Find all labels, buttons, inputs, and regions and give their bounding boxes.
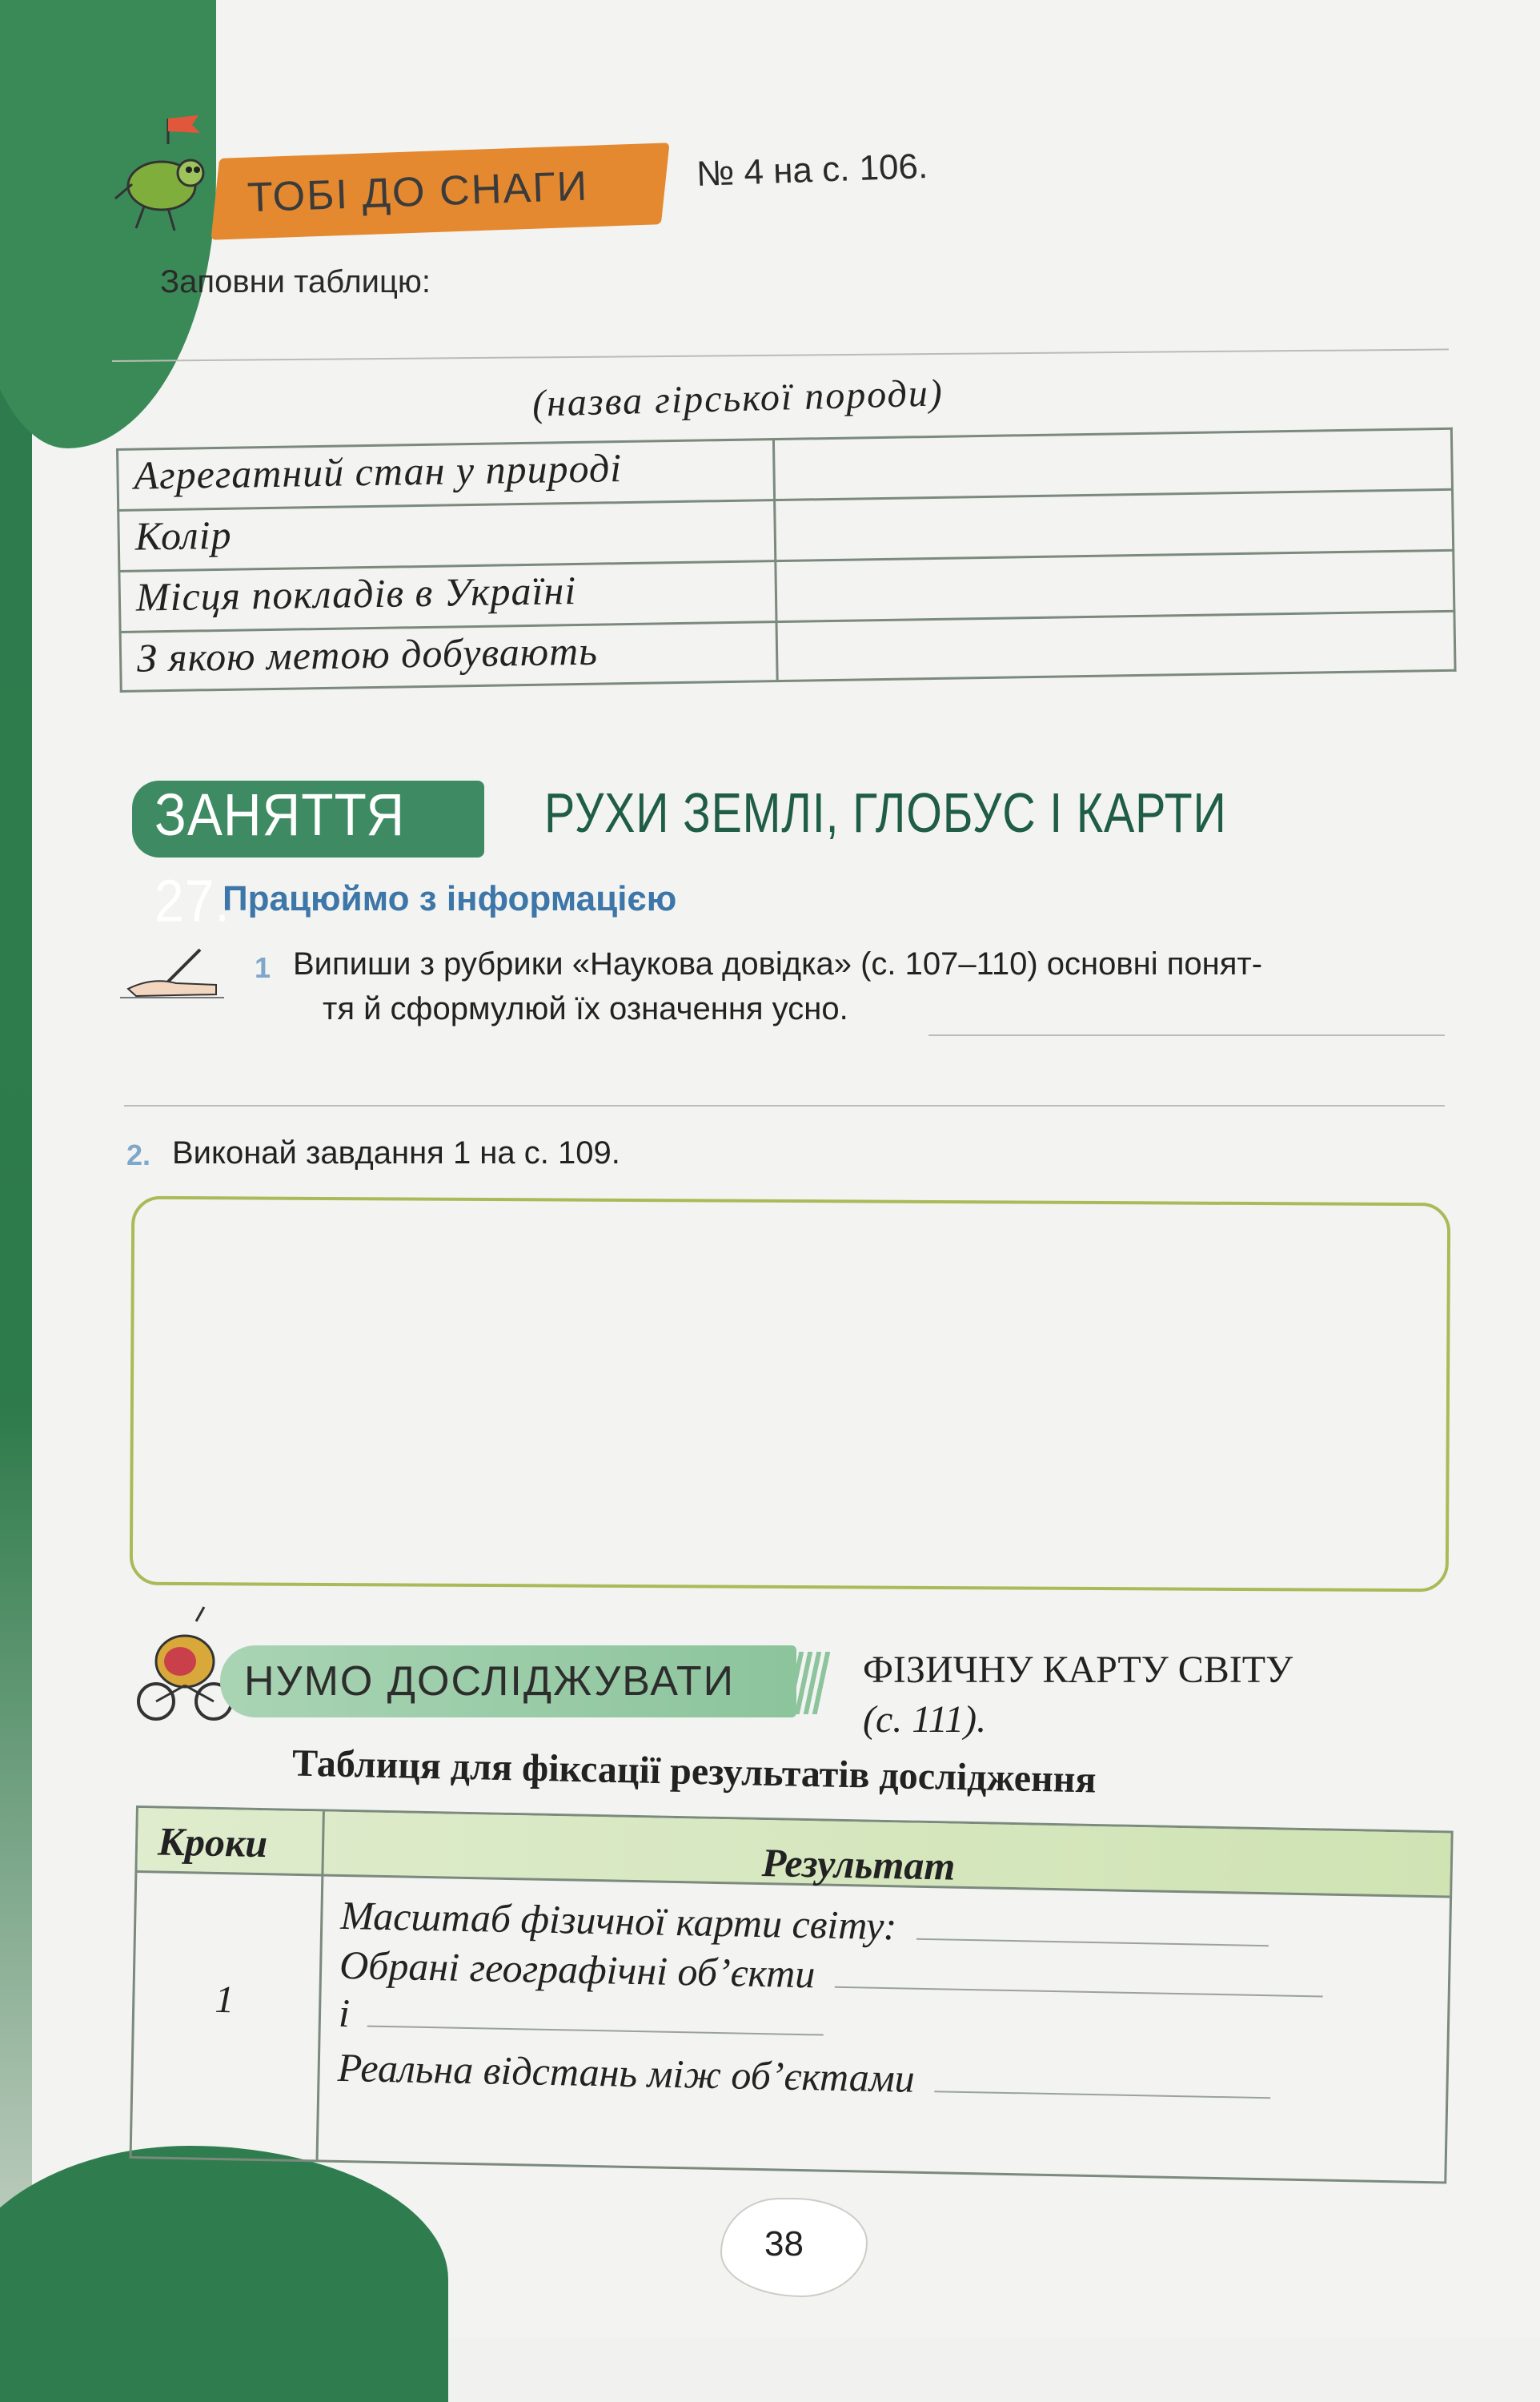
row-label: Місця покладів в Україні <box>135 567 577 620</box>
research-subject-line: ФІЗИЧНУ КАРТУ СВІТУ <box>863 1649 1293 1691</box>
result-line: Обрані географічні об’єкти <box>339 1942 816 1997</box>
answer-line[interactable] <box>934 2089 1270 2099</box>
task-reference: № 4 на с. 106. <box>696 146 928 195</box>
answer-line[interactable] <box>367 2024 824 2036</box>
row-label: Колір <box>134 512 232 559</box>
page-number: 38 <box>764 2224 804 2263</box>
table-caption: (назва гірської породи) <box>531 372 944 425</box>
result-line: і <box>338 1990 351 2036</box>
step-number: 1 <box>214 1978 235 2022</box>
task-text: тя й сформулюй їх означення усно. <box>323 991 848 1026</box>
result-cell <box>337 1892 1430 2115</box>
result-line: Масштаб фізичної карти світу: <box>339 1892 897 1949</box>
lesson-title: РУХИ ЗЕМЛІ, ГЛОБУС І КАРТИ <box>544 781 1227 844</box>
task-text: Випиши з рубрики «Наукова довідка» (с. 107–110) основні понят- <box>293 946 1263 982</box>
lesson-badge-label: ЗАНЯТТЯ 27. <box>154 781 406 934</box>
answer-line[interactable] <box>834 1985 1322 1998</box>
research-subject <box>863 1645 1293 1745</box>
col-header-result: Результат <box>761 1840 956 1889</box>
instruction-text: Заповни таблицю: <box>160 264 431 299</box>
task-number: 1 <box>255 951 271 984</box>
research-subject-line: (с. 111). <box>863 1698 987 1741</box>
rock-properties-table <box>116 428 1457 693</box>
answer-line <box>124 1105 1445 1107</box>
section-heading: Працюймо з інформацією <box>223 879 677 918</box>
research-results-table <box>130 1806 1454 2184</box>
row-label: З якою метою добувають <box>136 628 599 681</box>
col-header-steps: Кроки <box>157 1818 268 1866</box>
result-line: Реальна відстань між об’єктами <box>337 2044 916 2101</box>
row-label: Агрегатний стан у природі <box>134 445 623 498</box>
writing-hand-icon <box>120 945 224 1001</box>
answer-line[interactable] <box>916 1937 1269 1946</box>
research-badge <box>220 1645 796 1717</box>
answer-line <box>928 1034 1445 1036</box>
challenge-badge <box>211 143 669 239</box>
challenge-badge-label: ТОБІ ДО СНАГИ <box>246 163 590 222</box>
research-badge-label: НУМО ДОСЛІДЖУВАТИ <box>244 1658 735 1705</box>
beetle-mascot-icon <box>112 112 216 240</box>
task-text: Виконай завдання 1 на с. 109. <box>172 1135 620 1171</box>
task-number: 2. <box>126 1139 151 1171</box>
table-title: Таблиця для фіксації результатів дослідження <box>291 1741 1097 1802</box>
answer-box[interactable] <box>130 1196 1451 1593</box>
